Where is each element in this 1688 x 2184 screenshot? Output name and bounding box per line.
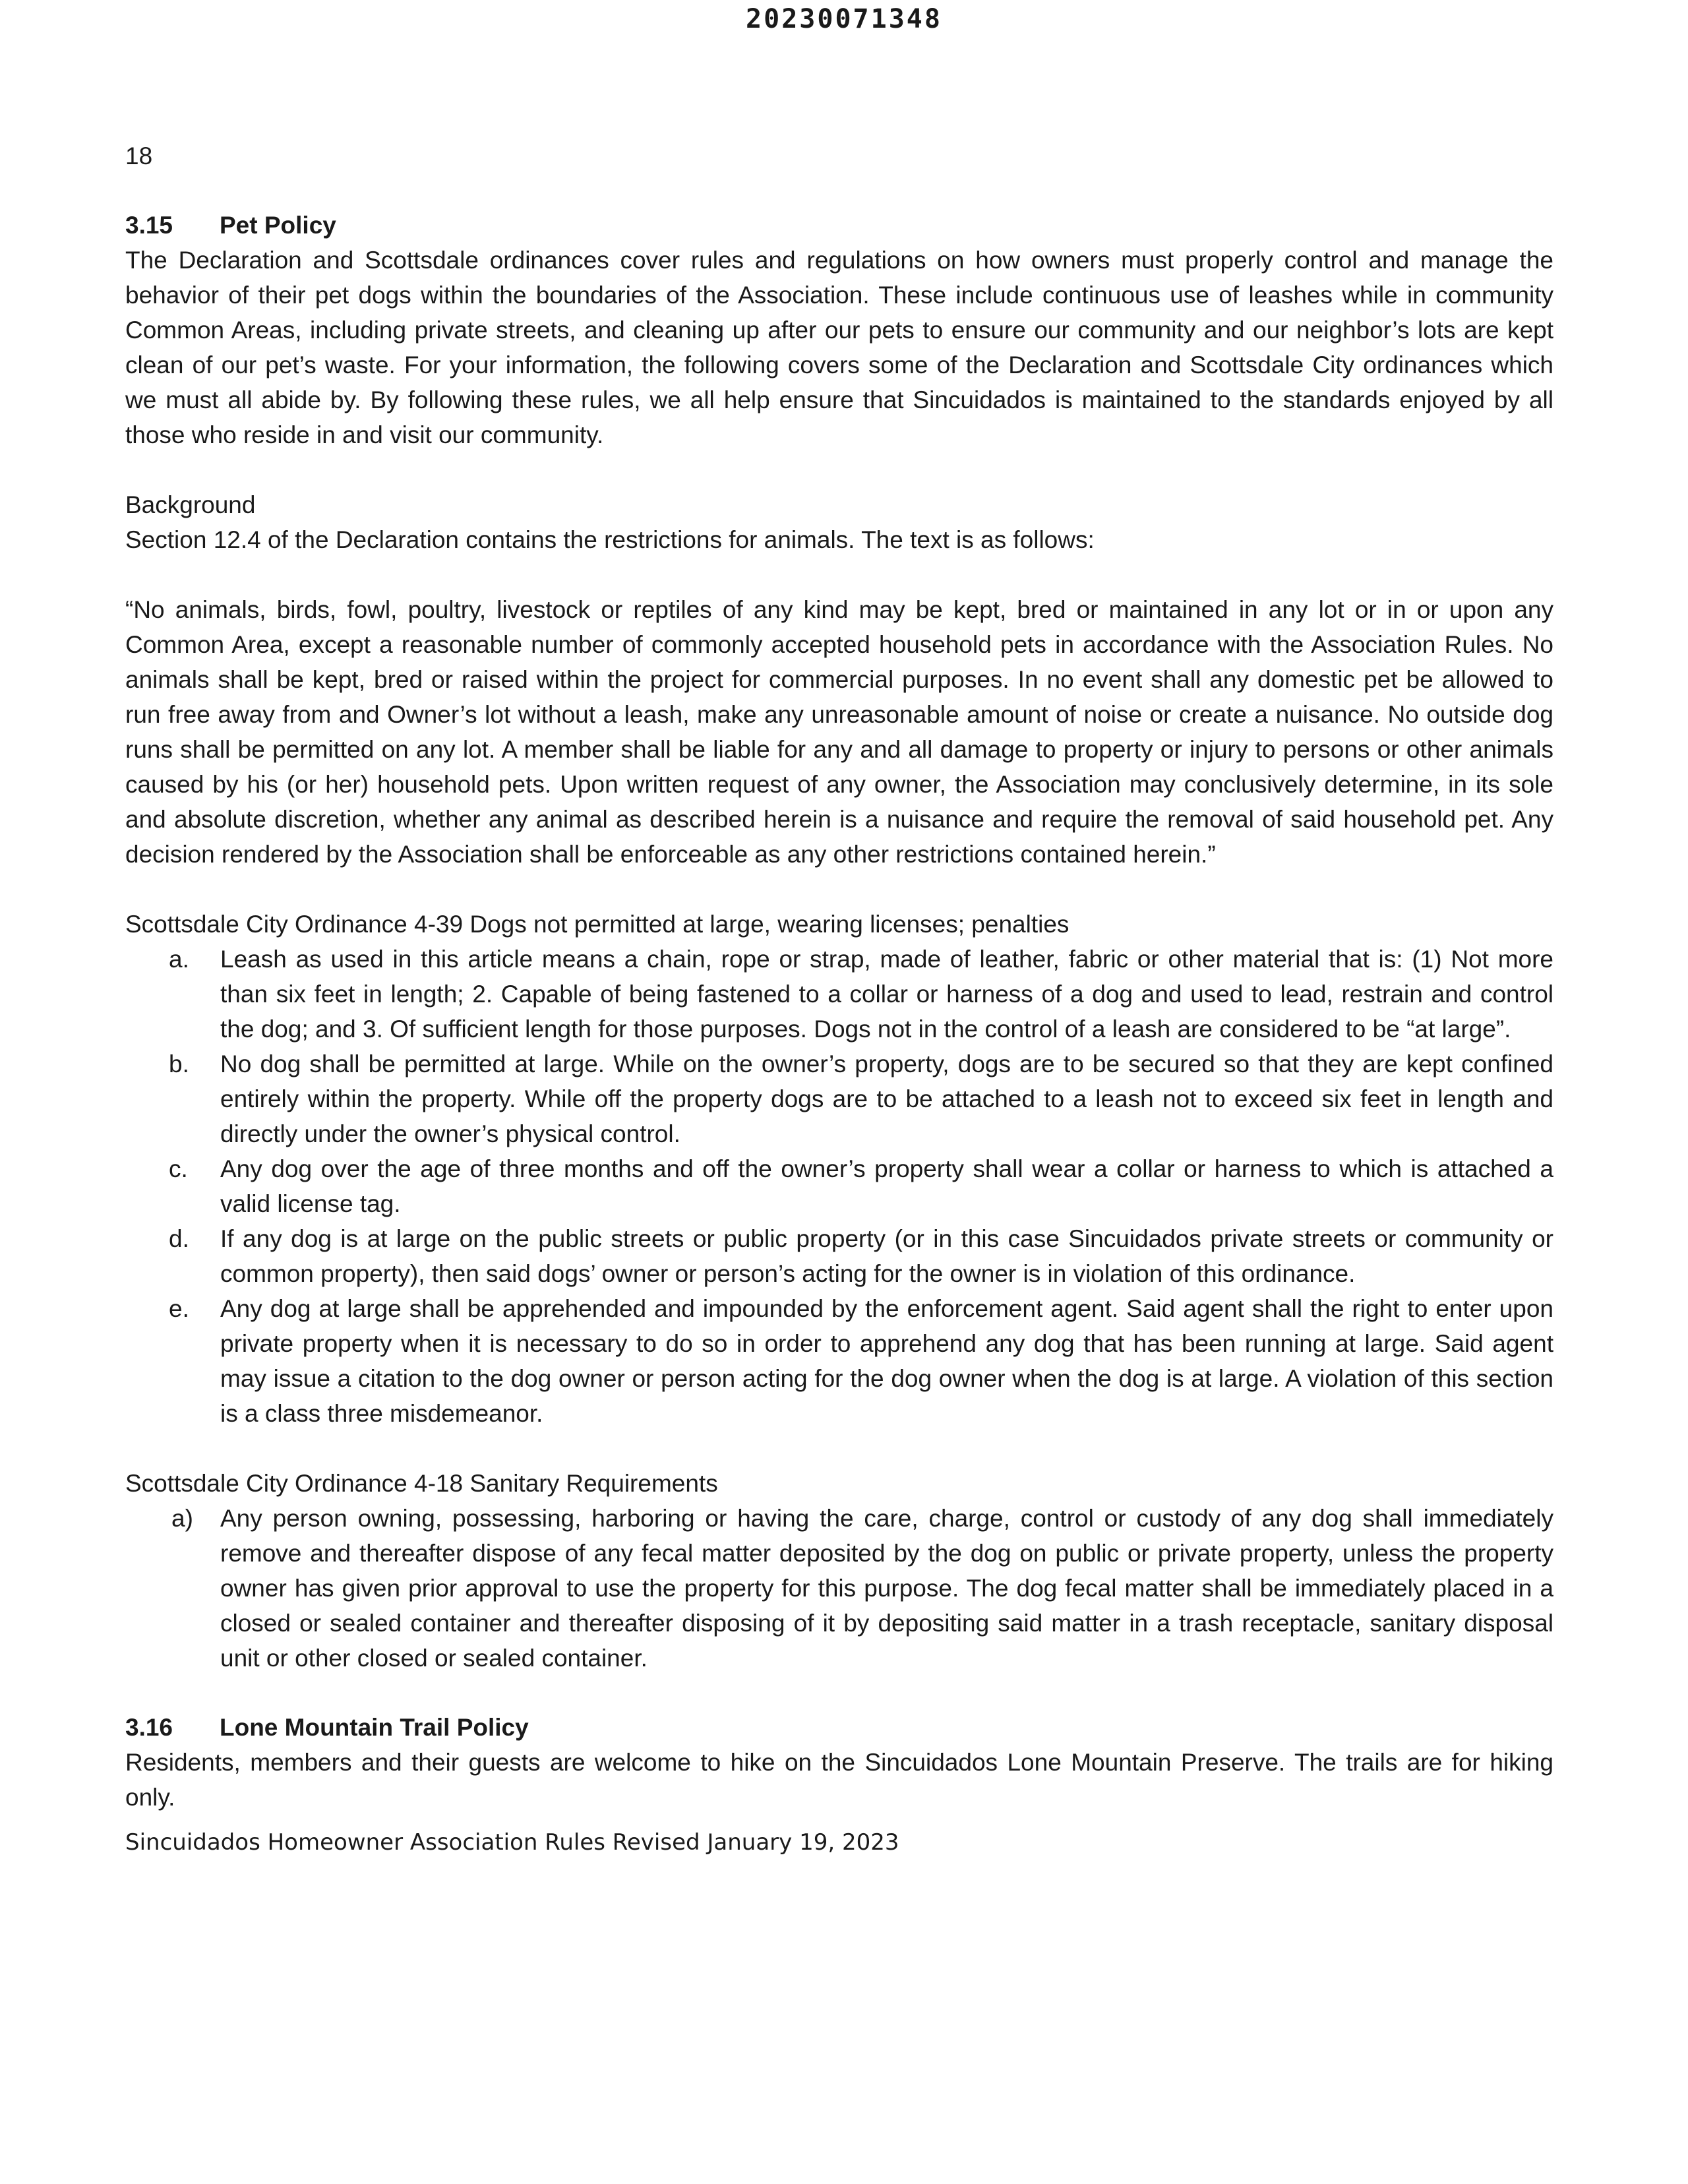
list-item-text: Any dog over the age of three months and off the owner’s property shall wear a collar or harness to which is attached a valid license tag. xyxy=(220,1155,1553,1217)
list-item xyxy=(125,1151,1553,1221)
list-marker: c. xyxy=(169,1155,188,1182)
list-item-text: Any dog at large shall be apprehended and impounded by the enforcement agent. Said agent shall the right to enter upon private property when it is necessary to do so in order to apprehend any dog that has been running at large. Said agent may issue a citation to the dog owner or person acting for the dog owner when the dog is at large. A violation of this section is a class three misdemeanor. xyxy=(220,1295,1553,1427)
page-number: 18 xyxy=(125,142,153,169)
section-title: Lone Mountain Trail Policy xyxy=(220,1714,529,1741)
list-item xyxy=(125,1501,1553,1676)
list-item xyxy=(125,942,1553,1046)
list-marker: a) xyxy=(171,1505,193,1532)
list-marker: d. xyxy=(169,1225,189,1252)
page-footer: Sincuidados Homeowner Association Rules Revised January 19, 2023 xyxy=(125,1829,899,1856)
ordinance-4-18-list xyxy=(125,1501,1553,1676)
section-number: 3.16 xyxy=(125,1714,173,1741)
section-heading-pet-policy xyxy=(125,208,1553,243)
list-marker: e. xyxy=(169,1295,189,1322)
trail-policy-text: Residents, members and their guests are welcome to hike on the Sincuidados Lone Mountain Preserve. The trails are for hiking only. xyxy=(125,1749,1553,1811)
list-marker: a. xyxy=(169,946,189,973)
list-item xyxy=(125,1291,1553,1431)
ordinance-4-39-list xyxy=(125,942,1553,1431)
page-content xyxy=(125,138,1553,1858)
list-item-text: Any person owning, possessing, harboring or having the care, charge, control or custody of any dog shall immediately remove and thereafter dispose of any fecal matter deposited by the dog on public or private property, unless the property owner has given prior approval to use the property for this purpose. The dog fecal matter shall be immediately placed in a closed or sealed container and thereafter disposing of it by depositing said matter in a trash receptacle, sanitary disposal unit or other closed or sealed container. xyxy=(220,1505,1553,1672)
background-text: Section 12.4 of the Declaration contains the restrictions for animals. The text is as follows: xyxy=(125,526,1095,553)
pet-policy-intro: The Declaration and Scottsdale ordinances cover rules and regulations on how owners must properly control and manage the behavior of their pet dogs within the boundaries of the Association. These include continuous use of leashes while in community Common Areas, including private streets, and cleaning up after our pets to ensure our community and our neighbor’s lots are kept clean of our pet’s waste. For your information, the following covers some of the Declaration and Scottsdale City ordinances which we must all abide by. By following these rules, we all help ensure that Sincuidados is maintained to the standards enjoyed by all those who reside in and visit our community. xyxy=(125,247,1553,448)
section-heading-trail-policy xyxy=(125,1710,1553,1745)
list-item-text: No dog shall be permitted at large. While on the owner’s property, dogs are to be secured so that they are kept confined entirely within the property. While off the property dogs are to be attached to a leash not to exceed six feet in length and directly under the owner’s physical control. xyxy=(220,1050,1553,1147)
ordinance-4-39-heading: Scottsdale City Ordinance 4-39 Dogs not permitted at large, wearing licenses; penalties xyxy=(125,911,1070,938)
document-number: 20230071348 xyxy=(746,4,942,34)
section-title: Pet Policy xyxy=(220,212,336,239)
list-item xyxy=(125,1221,1553,1291)
declaration-quote: “No animals, birds, fowl, poultry, livestock or reptiles of any kind may be kept, bred or maintained in any lot or in or upon any Common Area, except a reasonable number of commonly accepted household pets in accordance with the Association Rules. No animals shall be kept, bred or raised within the project for commercial purposes. In no event shall any domestic pet be allowed to run free away from and Owner’s lot without a leash, make any unreasonable amount of noise or create a nuisance. No outside dog runs shall be permitted on any lot. A member shall be liable for any and all damage to property or injury to persons or other animals caused by his (or her) household pets. Upon written request of any owner, the Association may conclusively determine, in its sole and absolute discretion, whether any animal as described herein is a nuisance and require the removal of said household pet. Any decision rendered by the Association shall be enforceable as any other restrictions contained herein.” xyxy=(125,596,1553,868)
background-heading: Background xyxy=(125,491,256,518)
list-marker: b. xyxy=(169,1050,189,1077)
list-item-text: If any dog is at large on the public streets or public property (or in this case Sincuidados private streets or community or common property), then said dogs’ owner or person’s acting for the owner is in violation of this ordinance. xyxy=(220,1225,1553,1287)
ordinance-4-18-heading: Scottsdale City Ordinance 4-18 Sanitary Requirements xyxy=(125,1470,718,1497)
list-item-text: Leash as used in this article means a chain, rope or strap, made of leather, fabric or other material that is: (1) Not more than six feet in length; 2. Capable of being fastened to a collar or harness of a dog and used to lead, restrain and control the dog; and 3. Of sufficient length for those purposes. Dogs not in the control of a leash are considered to be “at large”. xyxy=(220,946,1553,1043)
list-item xyxy=(125,1046,1553,1151)
section-number: 3.15 xyxy=(125,212,173,239)
